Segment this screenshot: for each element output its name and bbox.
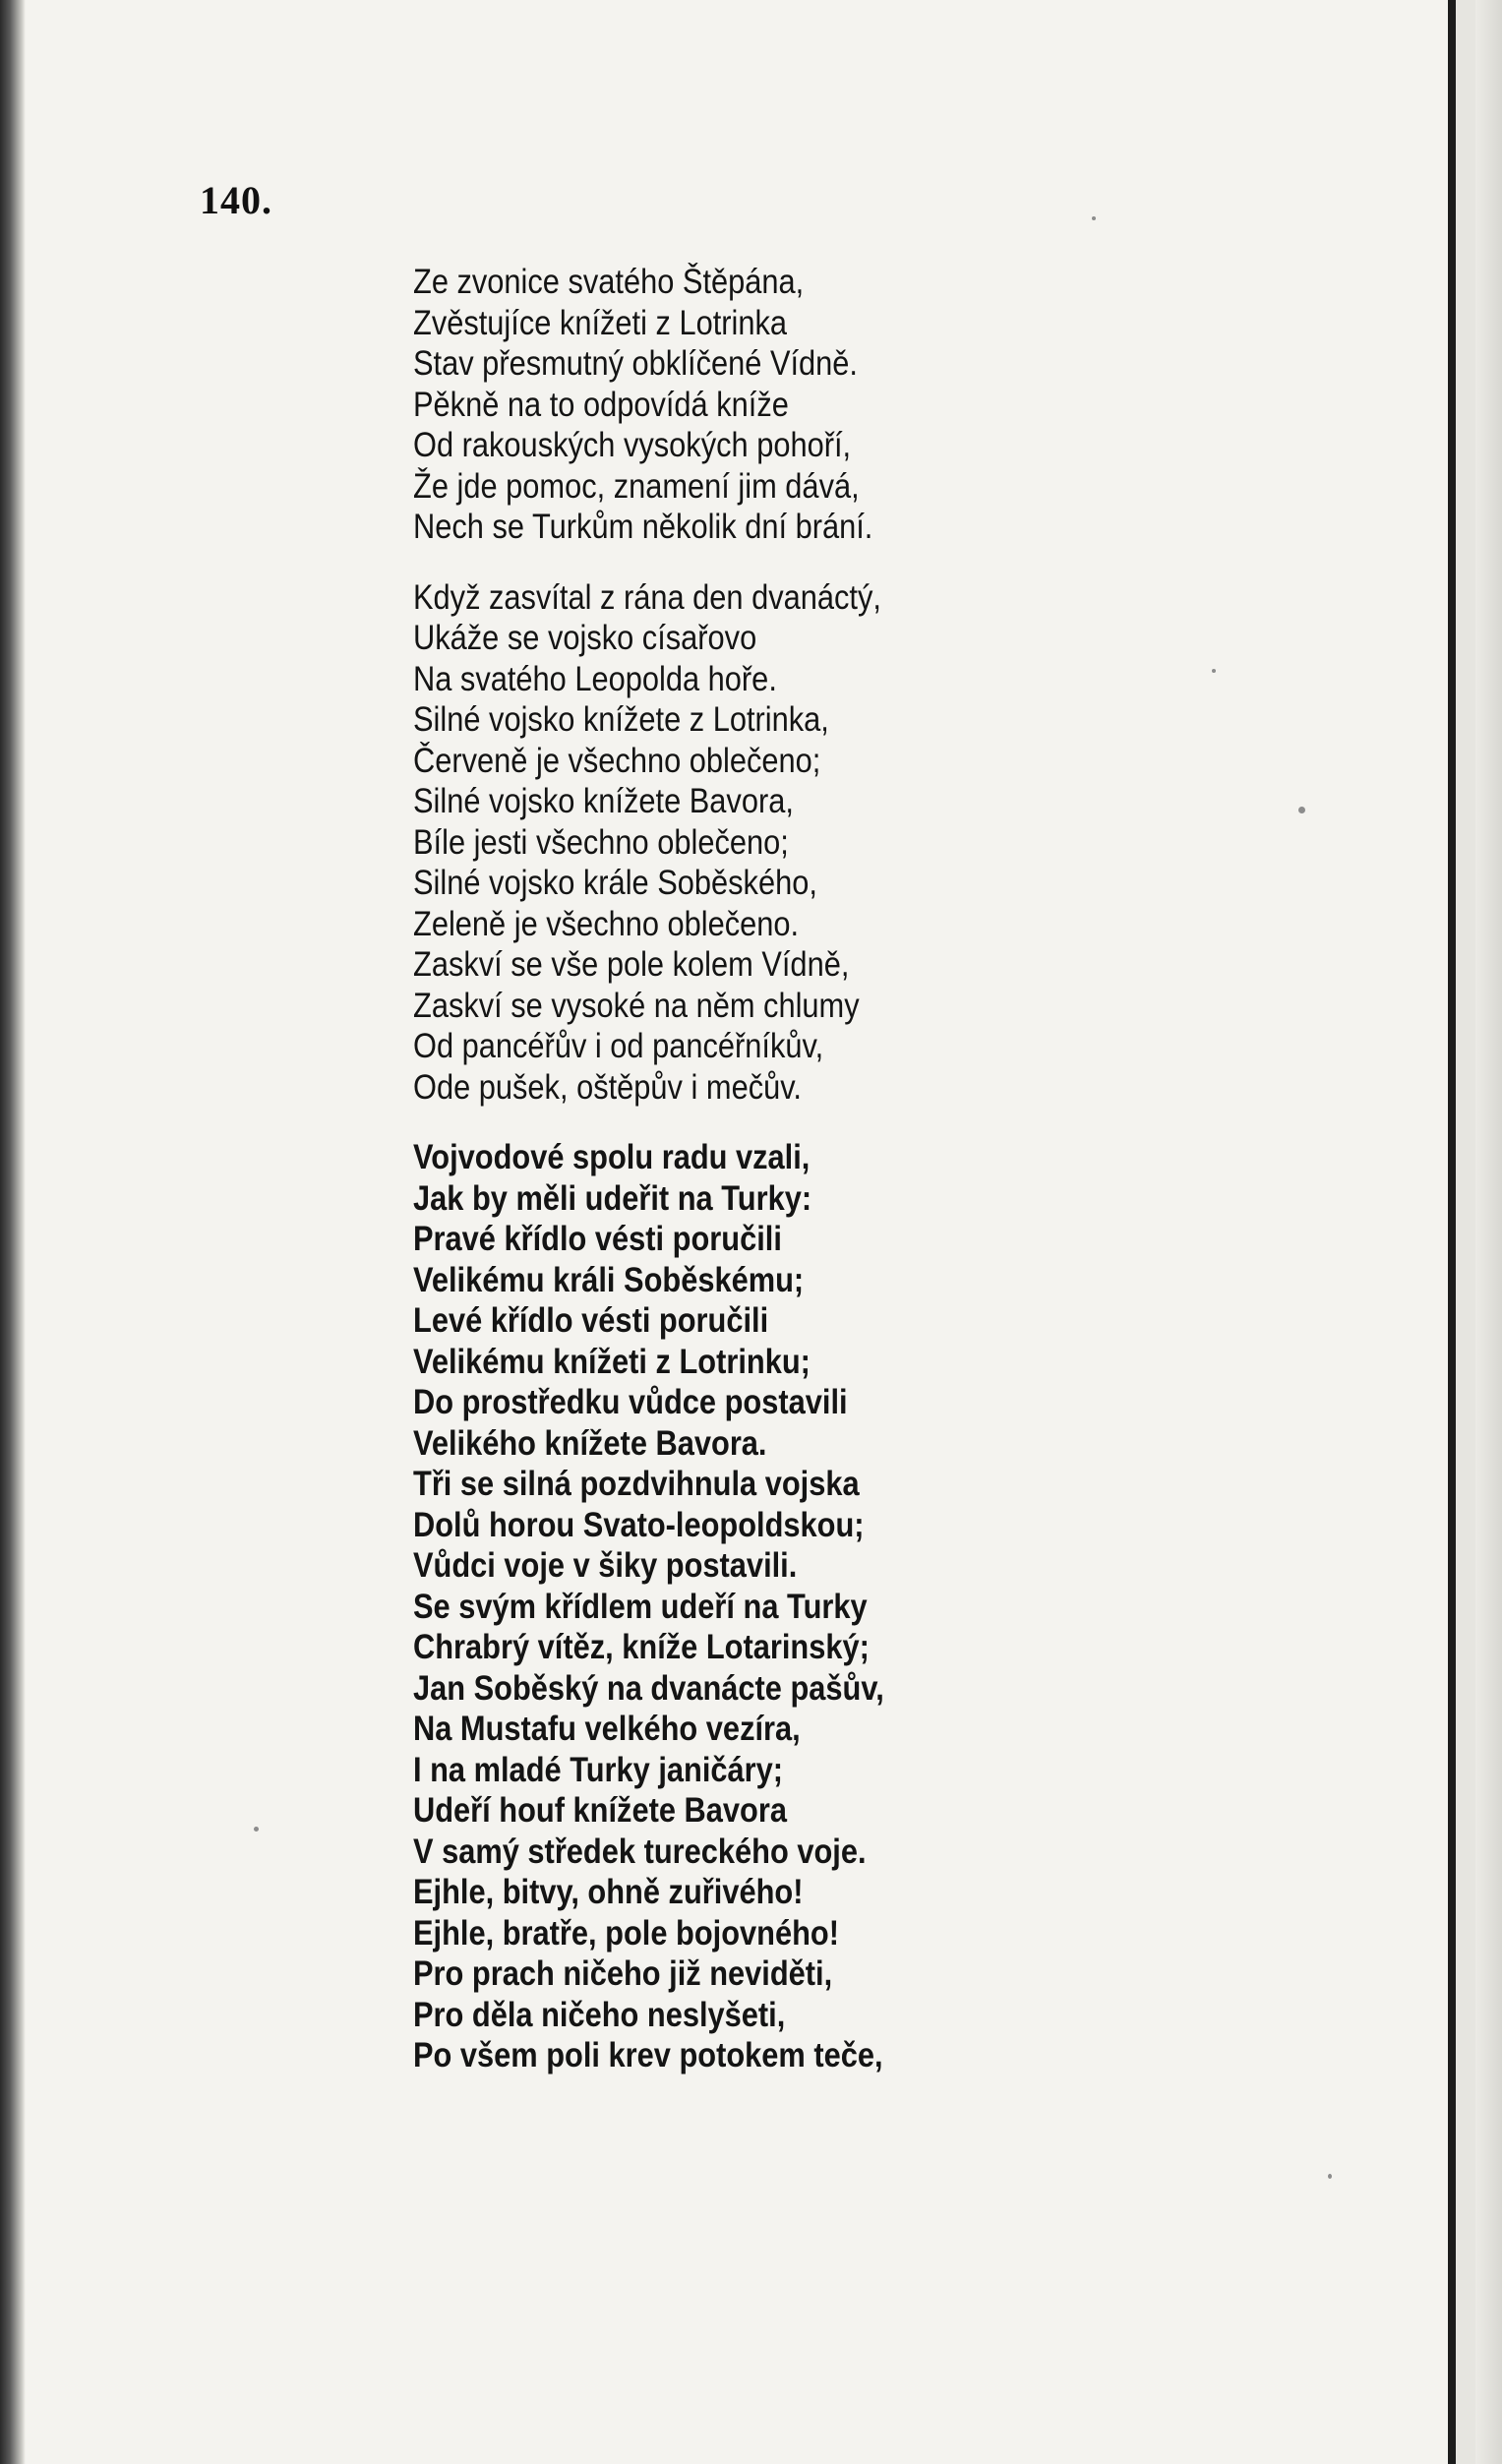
poem-line: Vůdci voje v šiky postavili. bbox=[413, 1546, 798, 1585]
poem-line: Pro prach ničeho již neviděti, bbox=[413, 1954, 833, 1993]
poem-line: Do prostředku vůdce postavili bbox=[413, 1383, 848, 1421]
poem-line: Že jde pomoc, znamení jim dává, bbox=[413, 466, 860, 506]
poem-line: Ejhle, bitvy, ohně zuřivého! bbox=[413, 1873, 804, 1911]
stanza bbox=[413, 577, 1436, 1109]
poem-line: Od pancéřův i od pancéřníkův, bbox=[413, 1027, 824, 1065]
page-left-edge bbox=[0, 0, 26, 2464]
poem-line: Zeleně je všechno oblečeno. bbox=[413, 904, 800, 943]
paper-speck bbox=[1328, 2174, 1332, 2179]
poem-line: Zaskví se vysoké na něm chlumy bbox=[413, 986, 860, 1025]
poem-line: Na Mustafu velkého vezíra, bbox=[413, 1710, 801, 1748]
poem-line: I na mladé Turky janičáry; bbox=[413, 1750, 784, 1789]
poem-line: Vojvodové spolu radu vzali, bbox=[413, 1138, 811, 1176]
poem-line: Jak by měli udeřit na Turky: bbox=[413, 1178, 812, 1218]
poem-line: Ode pušek, oštěpův i mečův. bbox=[413, 1067, 802, 1107]
page-number: 140. bbox=[200, 178, 272, 222]
poem-line: Od rakouských vysokých pohoří, bbox=[413, 426, 852, 464]
paper-speck bbox=[1298, 807, 1305, 813]
poem-line: Ejhle, bratře, pole bojovného! bbox=[413, 1913, 839, 1953]
poem-line: V samý středek tureckého voje. bbox=[413, 1832, 867, 1871]
paper-speck bbox=[1092, 216, 1096, 220]
poem-line: Bíle jesti všechno oblečeno; bbox=[413, 822, 789, 862]
poem-line: Chrabrý vítěz, kníže Lotarinský; bbox=[413, 1628, 870, 1666]
poem-line: Velikému králi Soběskému; bbox=[413, 1260, 805, 1299]
poem-line: Silné vojsko knížete z Lotrinka, bbox=[413, 700, 829, 739]
stanza bbox=[413, 262, 1436, 548]
poem-line: Když zasvítal z rána den dvanáctý, bbox=[413, 577, 881, 617]
poem-line: Zaskví se vše pole kolem Vídně, bbox=[413, 945, 850, 984]
poem-line: Velikému knížeti z Lotrinku; bbox=[413, 1342, 811, 1381]
poem-line: Nech se Turkům několik dní brání. bbox=[413, 508, 873, 546]
paper-speck bbox=[254, 1827, 259, 1832]
poem-text bbox=[413, 262, 1436, 2106]
facing-page-stripe bbox=[1475, 0, 1502, 2464]
poem-line: Silné vojsko krále Soběského, bbox=[413, 864, 817, 902]
paper-speck bbox=[1212, 669, 1216, 673]
poem-line: Po všem poli krev potokem teče, bbox=[413, 2036, 883, 2074]
poem-line: Ukáže se vojsko císařovo bbox=[413, 619, 757, 657]
poem-line: Tři se silná pozdvihnula vojska bbox=[413, 1465, 860, 1503]
poem-line: Ze zvonice svatého Štěpána, bbox=[413, 263, 805, 301]
poem-line: Se svým křídlem udeří na Turky bbox=[413, 1587, 868, 1626]
stanza bbox=[413, 1137, 1436, 2076]
poem-line: Zvěstujíce knížeti z Lotrinka bbox=[413, 303, 788, 342]
poem-line: Červeně je všechno oblečeno; bbox=[413, 741, 821, 780]
poem-line: Na svatého Leopolda hoře. bbox=[413, 659, 777, 698]
poem-line: Levé křídlo vésti poručili bbox=[413, 1301, 769, 1340]
poem-line: Pěkně na to odpovídá kníže bbox=[413, 385, 789, 424]
poem-line: Velikého knížete Bavora. bbox=[413, 1423, 767, 1463]
poem-line: Silné vojsko knížete Bavora, bbox=[413, 782, 794, 820]
poem-line: Udeří houf knížete Bavora bbox=[413, 1791, 787, 1830]
poem-line: Pro děla ničeho neslyšeti, bbox=[413, 1995, 786, 2034]
poem-line: Jan Soběský na dvanácte pašův, bbox=[413, 1668, 884, 1708]
poem-line: Pravé křídlo vésti poručili bbox=[413, 1220, 782, 1258]
poem-line: Stav přesmutný obklíčené Vídně. bbox=[413, 344, 858, 383]
poem-line: Dolů horou Svato-leopoldskou; bbox=[413, 1505, 865, 1544]
